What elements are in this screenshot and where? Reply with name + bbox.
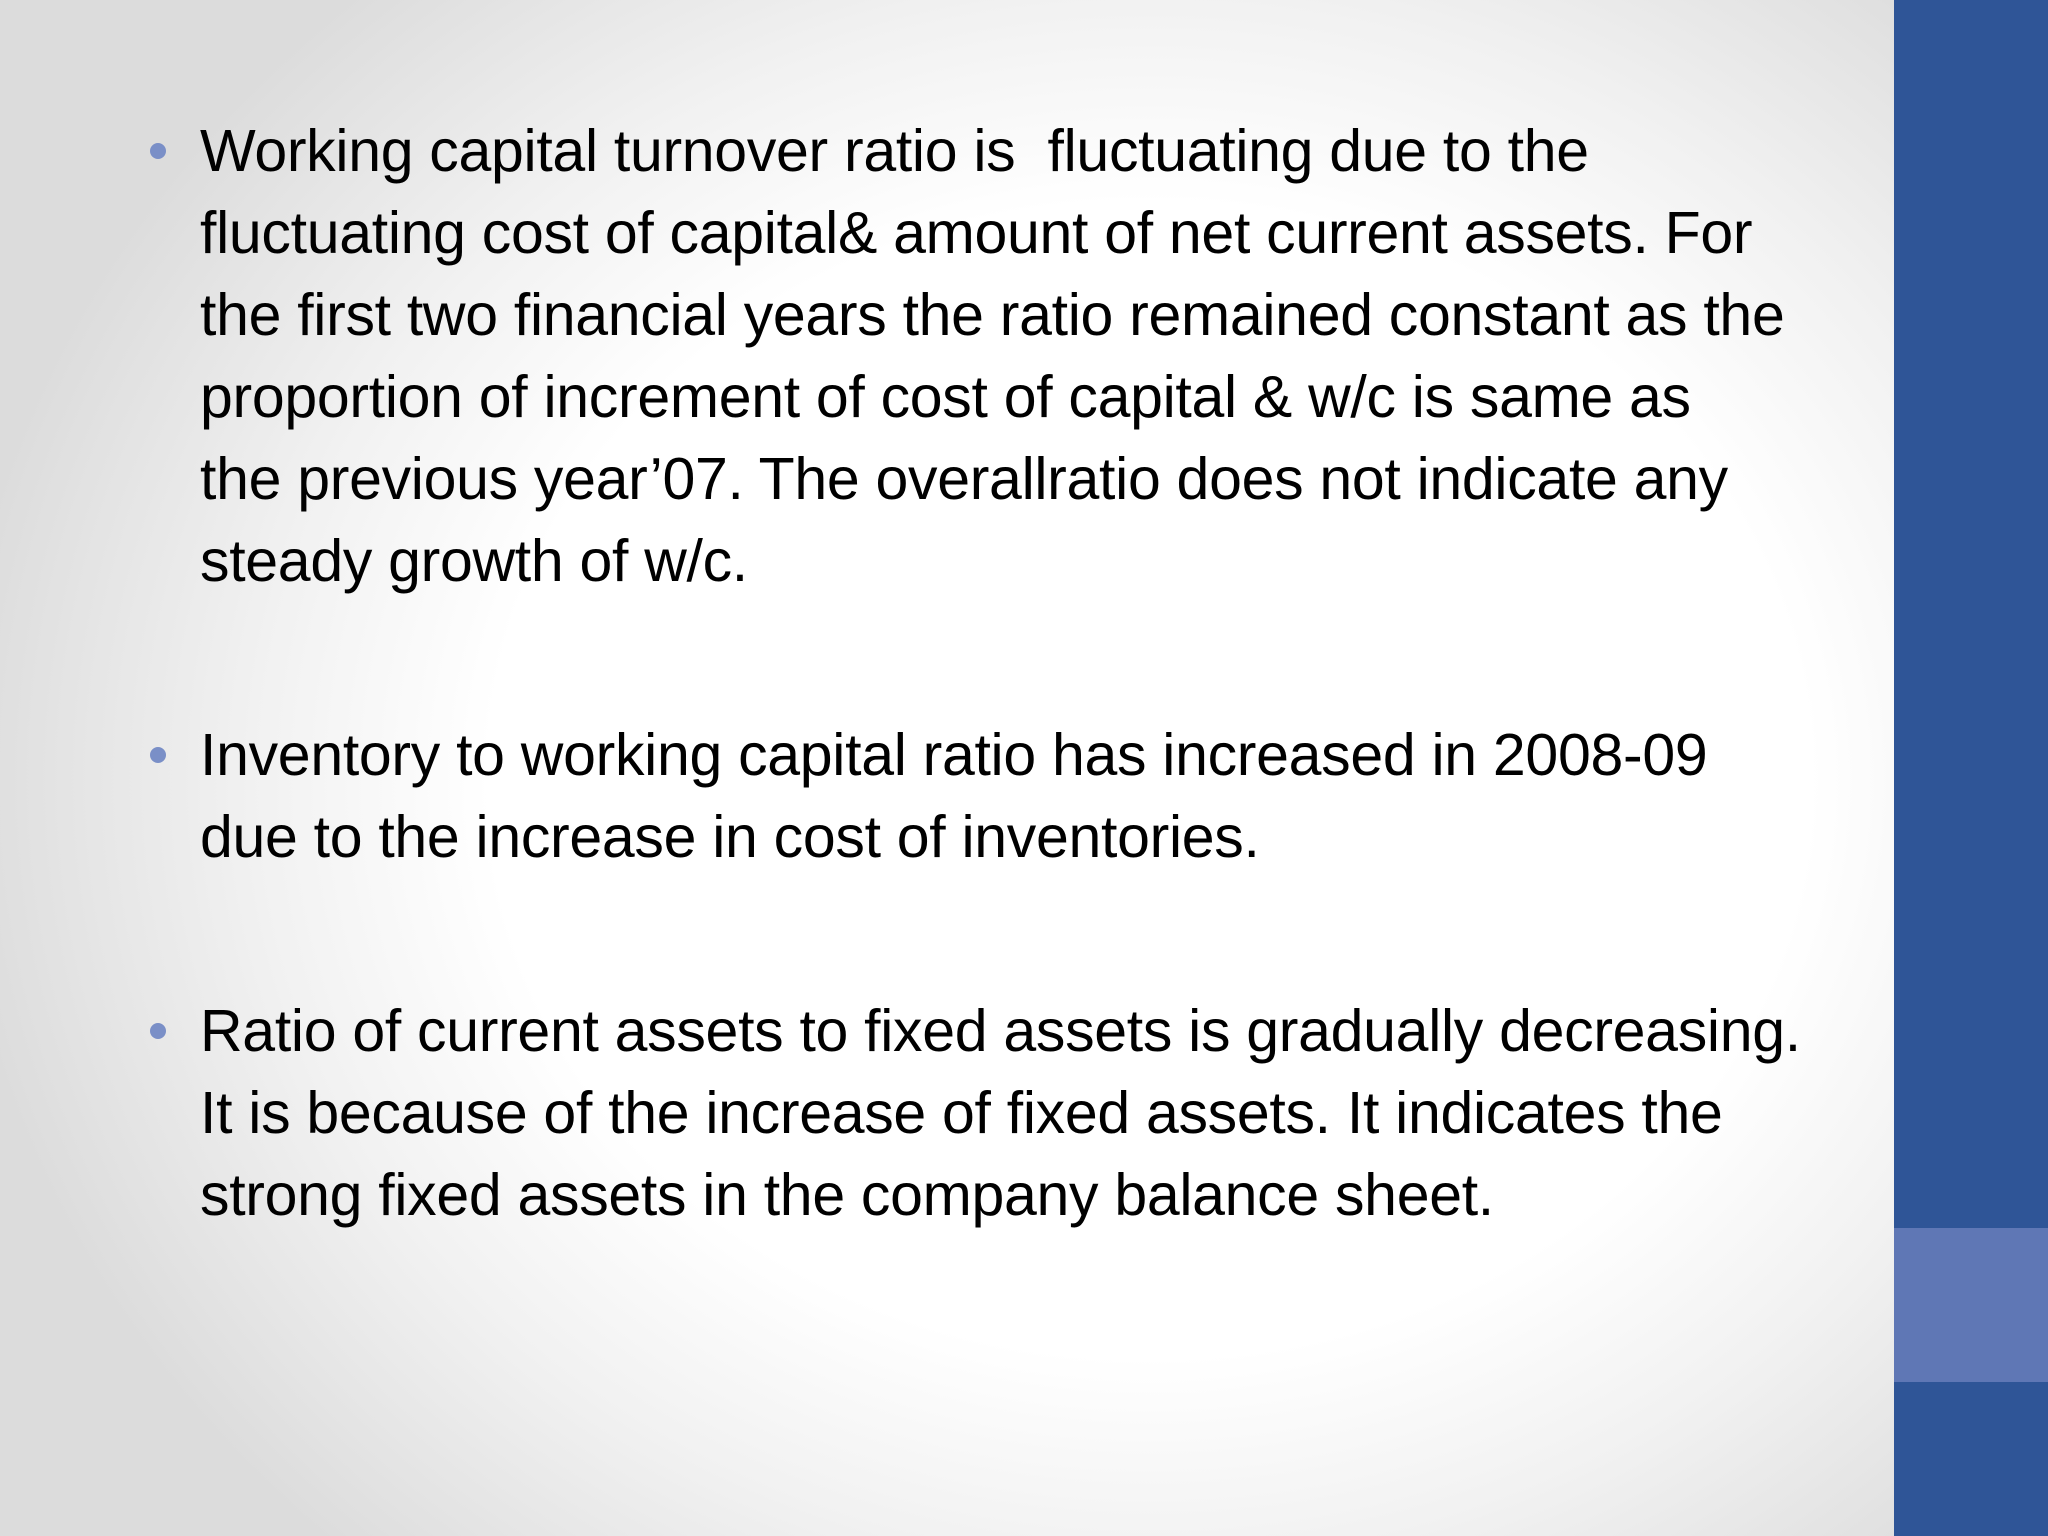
bullet-item	[150, 110, 1930, 602]
bullet-line: Working capital turnover ratio is fluctuating due to the	[200, 118, 1589, 184]
bullet-item	[150, 714, 1930, 878]
slide-content	[150, 110, 1930, 1236]
bullet-line: the previous year’07. The overallratio does not indicate any	[200, 446, 1728, 512]
bullet-line: the first two financial years the ratio remained constant as the	[200, 282, 1785, 348]
bullet-line: steady growth of w/c.	[200, 528, 748, 594]
bullet-line: fluctuating cost of capital& amount of net current assets. For	[200, 200, 1753, 266]
bullet-item	[150, 990, 1930, 1236]
bullet-line: strong fixed assets in the company balance sheet.	[200, 1162, 1494, 1228]
bullet-dot-icon	[150, 1023, 166, 1039]
bullet-dot-icon	[150, 747, 166, 763]
bullet-line: due to the increase in cost of inventories.	[200, 804, 1260, 870]
bullet-dot-icon	[150, 143, 166, 159]
sidebar-accent-block	[1894, 1228, 2048, 1382]
bullet-line: Inventory to working capital ratio has increased in 2008-09	[200, 722, 1708, 788]
bullet-line: proportion of increment of cost of capital & w/c is same as	[200, 364, 1691, 430]
bullet-line: Ratio of current assets to fixed assets is gradually decreasing.	[200, 998, 1801, 1064]
bullet-line: It is because of the increase of fixed assets. It indicates the	[200, 1080, 1723, 1146]
